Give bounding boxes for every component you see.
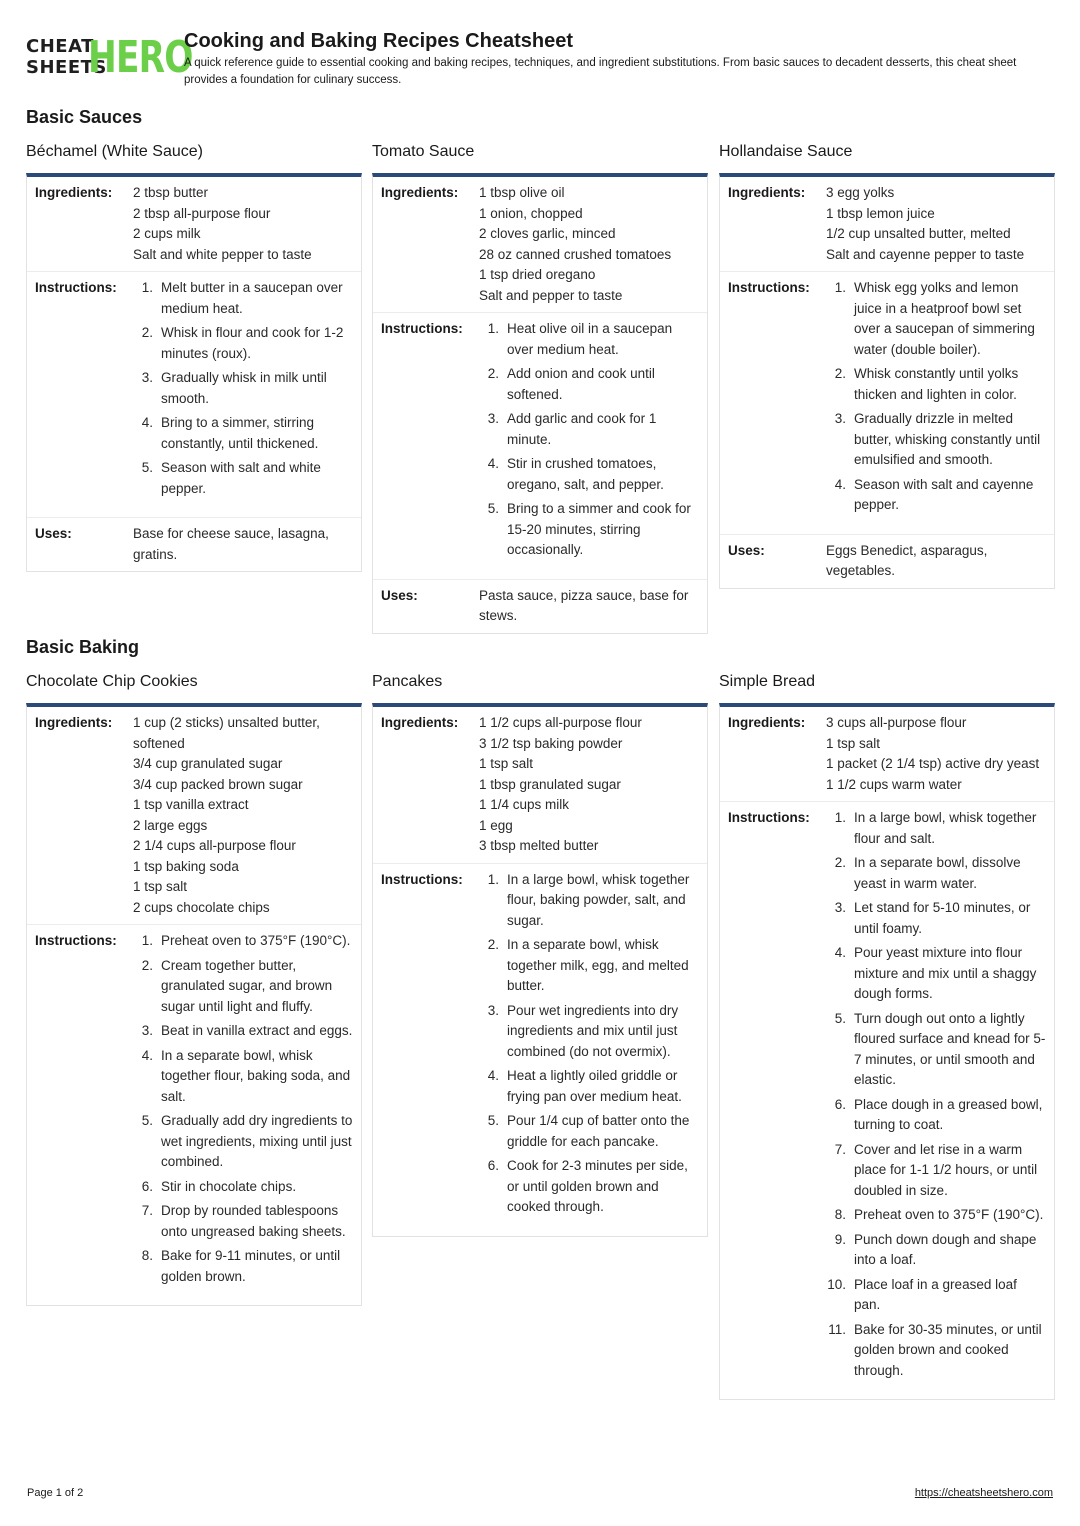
uses-text: Pasta sauce, pizza sauce, base for stews.	[479, 587, 689, 623]
ingredient-item: 1 1/2 cups warm water	[826, 776, 962, 792]
step-text: Gradually drizzle in melted butter, whisking constantly until emulsified and smooth.	[854, 411, 1041, 467]
step-text: In a separate bowl, whisk together milk, egg, and melted butter.	[507, 937, 689, 993]
ingredient-item: 3/4 cup packed brown sugar	[133, 776, 303, 792]
step-number: 1.	[141, 933, 153, 948]
ingredients-row	[27, 707, 361, 925]
step-number: 3.	[141, 370, 153, 385]
instruction-step	[133, 1246, 353, 1287]
card-title-bechamel: Béchamel (White Sauce)	[26, 143, 203, 160]
ingredients-row	[720, 707, 1054, 802]
instructions-list	[479, 870, 699, 1218]
instructions-content	[133, 278, 353, 511]
card-hollandaise	[719, 173, 1055, 589]
step-text: In a separate bowl, dissolve yeast in warm water.	[854, 855, 1021, 891]
step-text: Add garlic and cook for 1 minute.	[507, 411, 657, 447]
instruction-step	[479, 319, 699, 360]
step-number: 3.	[834, 900, 846, 915]
instructions-label: Instructions:	[35, 280, 117, 295]
ingredients-row	[373, 177, 707, 313]
ingredient-item: 28 oz canned crushed tomatoes	[479, 246, 672, 262]
card-title-cookies: Chocolate Chip Cookies	[26, 673, 198, 690]
step-number: 1.	[487, 321, 499, 336]
logo-cheat-text: CHEAT	[26, 36, 94, 57]
instruction-step	[826, 1230, 1046, 1271]
step-text: Drop by rounded tablespoons onto ungreased baking sheets.	[161, 1203, 346, 1239]
ingredient-item: 2 cups milk	[133, 226, 201, 241]
instructions-row	[373, 864, 707, 1236]
instruction-step	[133, 323, 353, 364]
uses-text: Base for cheese sauce, lasagna, gratins.	[133, 526, 329, 562]
ingredients-list	[479, 713, 699, 857]
page-header	[26, 28, 1056, 90]
step-text: Cream together butter, granulated sugar, and brown sugar until light and fluffy.	[161, 957, 333, 1014]
instruction-step	[826, 1205, 1046, 1226]
step-text: Pour wet ingredients into dry ingredients and mix until just combined (do not overmix).	[507, 1002, 679, 1059]
instruction-step	[826, 1009, 1046, 1091]
uses-row	[373, 580, 707, 633]
instructions-row	[27, 272, 361, 518]
ingredient-item: 1 tbsp granulated sugar	[479, 776, 621, 792]
step-number: 9.	[834, 1231, 846, 1247]
instructions-content	[826, 808, 1046, 1393]
ingredients-list	[826, 183, 1046, 265]
instruction-step	[826, 1320, 1046, 1382]
ingredient-item: 2 cloves garlic, minced	[479, 226, 616, 241]
card-bechamel	[26, 173, 362, 572]
instruction-step	[133, 368, 353, 409]
step-number: 11.	[828, 1321, 846, 1337]
step-number: 7.	[141, 1203, 153, 1218]
step-number: 5.	[487, 501, 499, 516]
ingredients-label: Ingredients:	[381, 715, 459, 730]
instruction-step	[133, 1111, 353, 1173]
instruction-step	[133, 458, 353, 499]
ingredients-label: Ingredients:	[381, 185, 459, 200]
step-text: Let stand for 5-10 minutes, or until foamy.	[854, 900, 1031, 936]
ingredient-item: 1 tsp baking soda	[133, 858, 239, 874]
card-title-pancakes: Pancakes	[372, 673, 443, 690]
step-number: 1.	[487, 871, 499, 887]
step-number: 4.	[141, 415, 153, 430]
ingredient-item: Salt and pepper to taste	[479, 287, 623, 303]
step-text: Bring to a simmer and cook for 15-20 minutes, stirring occasionally.	[507, 501, 691, 557]
step-text: Heat a lightly oiled griddle or frying pan over medium heat.	[507, 1068, 682, 1104]
card-pancakes	[372, 703, 708, 1237]
instruction-step	[133, 956, 353, 1018]
instructions-label: Instructions:	[381, 871, 463, 887]
ingredient-item: 1 1/2 cups all-purpose flour	[479, 715, 642, 730]
footer-url-link[interactable]: https://cheatsheetshero.com	[914, 1487, 1053, 1499]
step-number: 4.	[834, 945, 846, 960]
step-number: 8.	[834, 1207, 846, 1222]
step-text: Place dough in a greased bowl, turning to coat.	[854, 1096, 1043, 1132]
ingredients-list	[133, 183, 353, 265]
card-title-tomato-sauce: Tomato Sauce	[372, 143, 475, 160]
ingredient-item: 1 cup (2 sticks) unsalted butter, softened	[133, 715, 320, 751]
instructions-label: Instructions:	[728, 280, 810, 295]
instruction-step	[826, 1095, 1046, 1136]
uses-text: Eggs Benedict, asparagus, vegetables.	[826, 542, 988, 578]
step-text: Whisk constantly until yolks thicken and lighten in color.	[854, 366, 1019, 402]
ingredient-item: 1 tsp salt	[133, 879, 188, 894]
ingredient-item: 2 tbsp all-purpose flour	[133, 205, 271, 221]
ingredients-label: Ingredients:	[728, 715, 806, 730]
step-number: 3.	[834, 411, 846, 426]
instruction-step	[826, 409, 1046, 471]
step-number: 3.	[141, 1023, 153, 1038]
ingredient-item: 1 tsp salt	[479, 756, 534, 771]
instruction-step	[479, 454, 699, 495]
instructions-list	[133, 278, 353, 499]
instructions-content	[133, 931, 353, 1299]
step-text: In a large bowl, whisk together flour, baking powder, salt, and sugar.	[507, 871, 690, 928]
step-text: Whisk egg yolks and lemon juice in a heatproof bowl set over a saucepan of simmering water (double boiler).	[854, 280, 1035, 357]
instruction-step	[479, 1156, 699, 1218]
instruction-step	[133, 1021, 353, 1042]
card-cookies	[26, 703, 362, 1306]
page-subtitle: A quick reference guide to essential cooking and baking recipes, techniques, and ingredient substitutions. From basic sauces to decadent desserts, this cheat sheet provides a foundation for culinary success.	[184, 57, 1017, 86]
instruction-step	[479, 1001, 699, 1063]
step-text: Cook for 2-3 minutes per side, or until golden brown and cooked through.	[507, 1158, 688, 1214]
instruction-step	[826, 278, 1046, 360]
instructions-row	[720, 802, 1054, 1399]
ingredients-label: Ingredients:	[35, 715, 113, 730]
instructions-label: Instructions:	[35, 933, 117, 948]
ingredient-item: 1 tbsp lemon juice	[826, 205, 935, 221]
step-number: 2.	[487, 366, 499, 381]
step-number: 4.	[834, 476, 846, 492]
uses-row	[720, 535, 1054, 588]
instructions-row	[373, 313, 707, 580]
uses-row	[27, 518, 361, 571]
uses-label: Uses:	[35, 526, 72, 541]
step-text: Melt butter in a saucepan over medium heat.	[161, 280, 343, 316]
step-text: Stir in chocolate chips.	[161, 1178, 297, 1194]
instruction-step	[133, 1046, 353, 1108]
ingredient-item: 2 tbsp butter	[133, 185, 209, 200]
ingredients-label: Ingredients:	[35, 185, 113, 200]
instruction-step	[133, 413, 353, 454]
step-number: 3.	[487, 411, 499, 426]
instructions-content	[826, 278, 1046, 528]
instruction-step	[479, 364, 699, 405]
instruction-step	[826, 364, 1046, 405]
ingredient-item: 2 large eggs	[133, 817, 208, 833]
uses-label: Uses:	[381, 587, 418, 603]
step-number: 5.	[834, 1010, 846, 1026]
ingredient-item: 3 tbsp melted butter	[479, 838, 599, 853]
step-number: 10.	[827, 1276, 846, 1292]
step-number: 4.	[487, 456, 499, 471]
instruction-step	[826, 808, 1046, 849]
step-text: Punch down dough and shape into a loaf.	[854, 1231, 1037, 1267]
step-text: In a large bowl, whisk together flour and salt.	[854, 810, 1037, 846]
ingredient-item: 1 packet (2 1/4 tsp) active dry yeast	[826, 756, 1040, 771]
step-text: In a separate bowl, whisk together flour, baking soda, and salt.	[161, 1047, 351, 1104]
instruction-step	[826, 943, 1046, 1005]
instructions-content	[479, 319, 699, 573]
instruction-step	[479, 499, 699, 561]
instructions-row	[720, 272, 1054, 535]
step-text: Stir in crushed tomatoes, oregano, salt, and pepper.	[507, 456, 664, 492]
step-text: Bake for 9-11 minutes, or until golden brown.	[161, 1248, 341, 1284]
step-text: Preheat oven to 375°F (190°C).	[161, 933, 351, 948]
step-number: 1.	[834, 280, 846, 295]
ingredient-item: 3 egg yolks	[826, 185, 895, 200]
instruction-step	[826, 475, 1046, 516]
instruction-step	[479, 409, 699, 450]
instructions-content	[479, 870, 699, 1230]
step-text: Whisk in flour and cook for 1-2 minutes (roux).	[161, 325, 344, 361]
instruction-step	[479, 1111, 699, 1152]
instruction-step	[826, 853, 1046, 894]
instructions-label: Instructions:	[728, 810, 810, 825]
section-title-basic-baking: Basic Baking	[26, 637, 140, 657]
instructions-list	[479, 319, 699, 561]
step-text: Place loaf in a greased loaf pan.	[854, 1276, 1017, 1312]
ingredient-item: 3/4 cup granulated sugar	[133, 756, 283, 771]
step-text: Gradually whisk in milk until smooth.	[161, 370, 327, 406]
ingredient-item: 1 1/4 cups milk	[479, 797, 570, 812]
step-number: 3.	[487, 1002, 499, 1018]
ingredient-item: 1 tsp salt	[826, 735, 881, 751]
ingredient-item: Salt and white pepper to taste	[133, 246, 312, 262]
step-text: Bring to a simmer, stirring constantly, until thickened.	[161, 415, 319, 451]
step-number: 6.	[487, 1158, 499, 1173]
ingredient-item: 1 tsp vanilla extract	[133, 797, 249, 812]
ingredient-item: 1 egg	[479, 817, 513, 833]
ingredients-label: Ingredients:	[728, 185, 806, 200]
ingredients-list	[826, 713, 1046, 795]
step-number: 4.	[141, 1047, 153, 1063]
step-number: 1.	[141, 280, 153, 295]
step-number: 2.	[141, 957, 153, 973]
ingredients-row	[27, 177, 361, 272]
card-title-hollandaise: Hollandaise Sauce	[719, 143, 853, 160]
instruction-step	[479, 935, 699, 997]
instruction-step	[133, 1201, 353, 1242]
step-text: Bake for 30-35 minutes, or until golden brown and cooked through.	[854, 1321, 1042, 1378]
instructions-list	[826, 808, 1046, 1381]
ingredients-row	[720, 177, 1054, 272]
ingredient-item: 3 cups all-purpose flour	[826, 715, 967, 730]
logo-sheets-text: SHEETS	[26, 57, 107, 78]
step-number: 5.	[141, 460, 153, 475]
card-title-simple-bread: Simple Bread	[719, 673, 816, 690]
instructions-list	[133, 931, 353, 1287]
step-number: 4.	[487, 1068, 499, 1083]
step-number: 1.	[834, 810, 846, 825]
card-simple-bread	[719, 703, 1055, 1400]
step-text: Cover and let rise in a warm place for 1-1 1/2 hours, or until doubled in size.	[854, 1141, 1038, 1198]
ingredient-item: 1/2 cup unsalted butter, melted	[826, 226, 1011, 241]
ingredients-row	[373, 707, 707, 864]
instructions-label: Instructions:	[381, 321, 463, 336]
instruction-step	[133, 278, 353, 319]
section-title-basic-sauces: Basic Sauces	[26, 107, 143, 127]
step-text: Heat olive oil in a saucepan over medium heat.	[507, 321, 673, 357]
step-number: 8.	[141, 1248, 153, 1263]
uses-label: Uses:	[728, 542, 765, 558]
step-text: Preheat oven to 375°F (190°C).	[854, 1207, 1044, 1222]
ingredient-item: 2 cups chocolate chips	[133, 899, 270, 915]
ingredient-item: 3 1/2 tsp baking powder	[479, 735, 623, 751]
step-text: Pour 1/4 cup of batter onto the griddle for each pancake.	[507, 1113, 690, 1149]
instruction-step	[479, 870, 699, 932]
cheatsheetshero-logo[interactable]	[26, 32, 193, 83]
ingredients-list	[133, 713, 353, 918]
step-number: 5.	[141, 1113, 153, 1128]
instruction-step	[826, 1275, 1046, 1316]
step-number: 2.	[141, 325, 153, 340]
instruction-step	[826, 1140, 1046, 1202]
step-number: 5.	[487, 1113, 499, 1128]
page-number: Page 1 of 2	[27, 1487, 84, 1499]
ingredient-item: Salt and cayenne pepper to taste	[826, 246, 1025, 262]
step-text: Add onion and cook until softened.	[507, 366, 655, 402]
instruction-step	[133, 931, 353, 952]
page-title: Cooking and Baking Recipes Cheatsheet	[184, 30, 573, 52]
step-text: Season with salt and cayenne pepper.	[854, 476, 1034, 512]
ingredients-list	[479, 183, 699, 306]
step-text: Gradually add dry ingredients to wet ingredients, mixing until just combined.	[161, 1113, 353, 1169]
instruction-step	[479, 1066, 699, 1107]
step-text: Season with salt and white pepper.	[161, 460, 321, 496]
card-tomato-sauce	[372, 173, 708, 634]
instruction-step	[133, 1177, 353, 1198]
step-text: Turn dough out onto a lightly floured surface and knead for 5-7 minutes, or until smooth and elastic.	[854, 1010, 1046, 1087]
step-number: 6.	[141, 1178, 153, 1194]
step-number: 2.	[834, 855, 846, 870]
step-number: 7.	[834, 1141, 846, 1157]
step-text: Pour yeast mixture into flour mixture and mix until a shaggy dough forms.	[854, 945, 1037, 1001]
ingredient-item: 1 tbsp olive oil	[479, 185, 565, 200]
instructions-list	[826, 278, 1046, 516]
step-number: 2.	[834, 366, 846, 381]
instructions-row	[27, 925, 361, 1305]
logo-hero-text: HERO	[88, 32, 193, 83]
instruction-step	[826, 898, 1046, 939]
step-text: Beat in vanilla extract and eggs.	[161, 1023, 353, 1038]
step-number: 6.	[834, 1096, 846, 1112]
ingredient-item: 1 tsp dried oregano	[479, 267, 596, 282]
ingredient-item: 1 onion, chopped	[479, 205, 583, 221]
step-number: 2.	[487, 937, 499, 952]
ingredient-item: 2 1/4 cups all-purpose flour	[133, 838, 296, 853]
